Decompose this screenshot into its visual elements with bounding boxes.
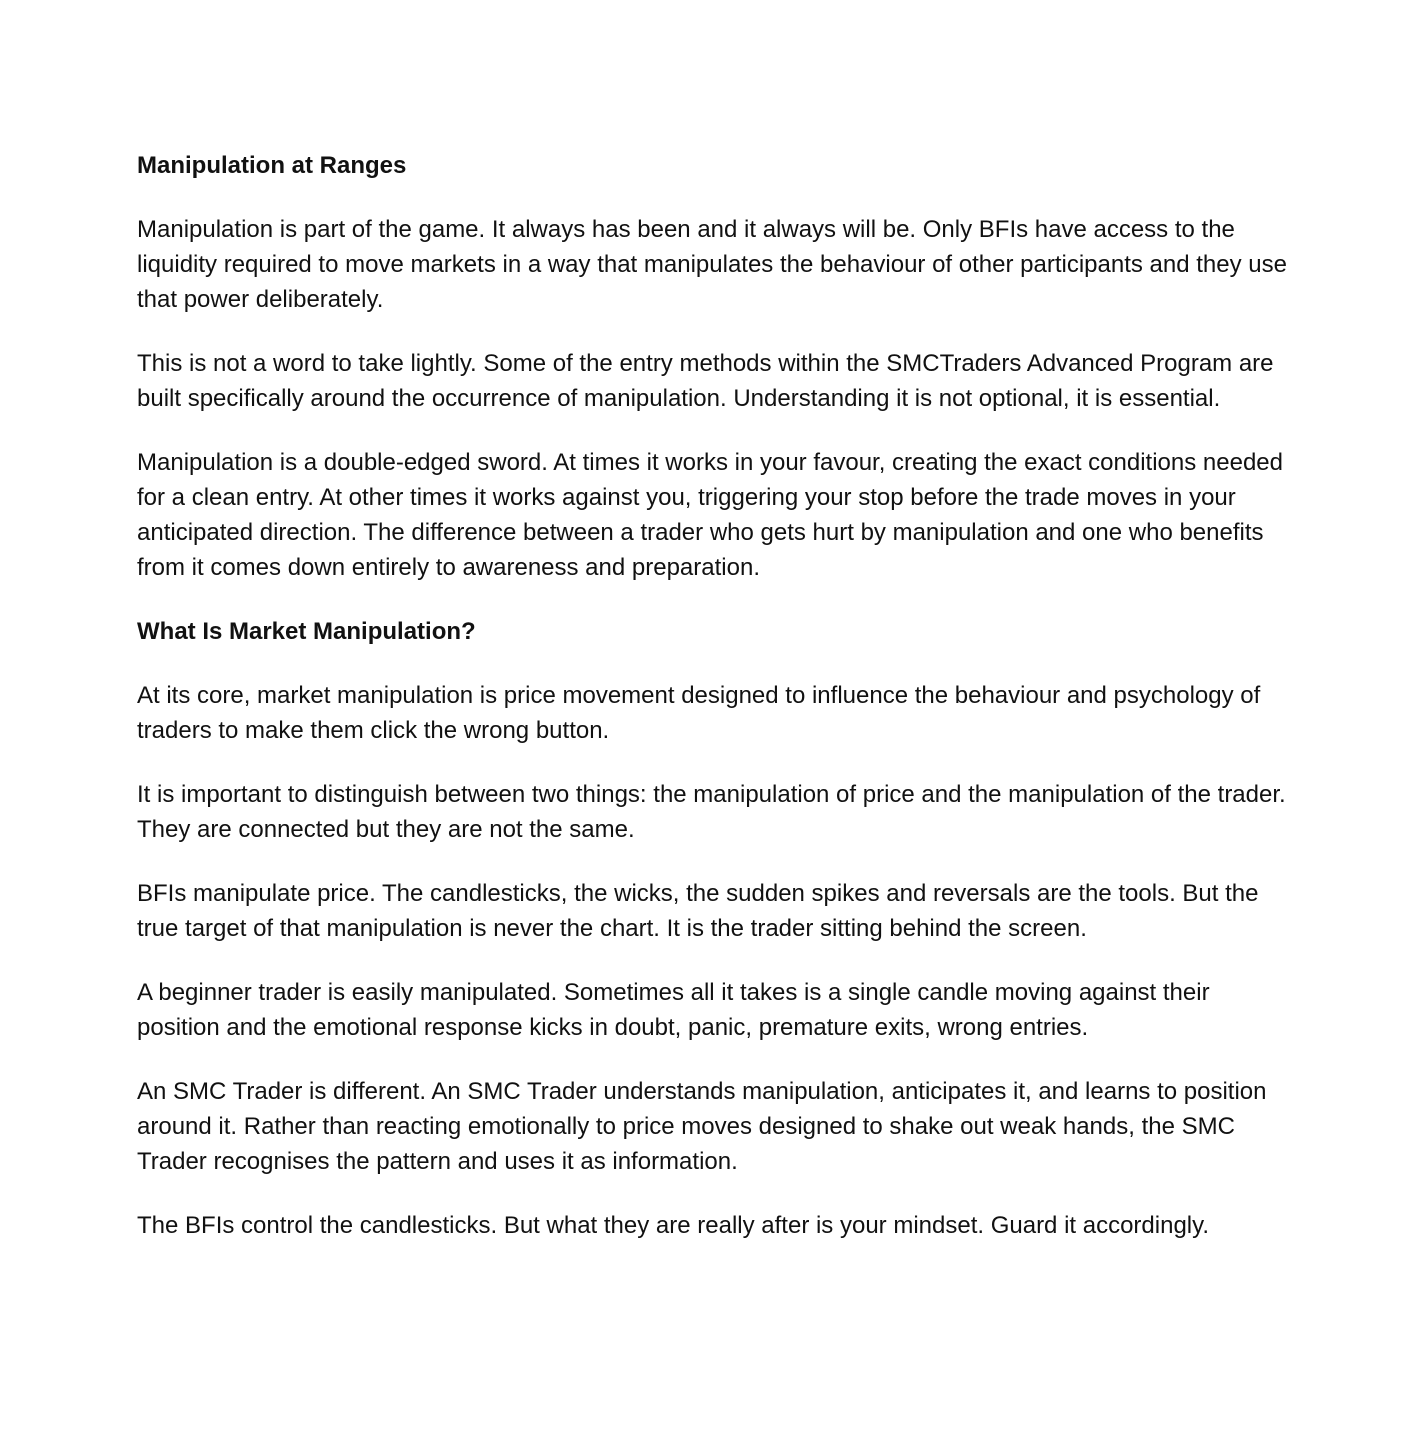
paragraph-manipulation-part-of-game: Manipulation is part of the game. It always has been and it always will be. Only BFIs have access to the liquidity required to move markets in a way that manipulates the behaviour of other participants and they use that power deliberately.	[137, 216, 1287, 313]
paragraph-distinguish-two-things: It is important to distinguish between two things: the manipulation of price and the manipulation of the trader. They are connected but they are not the same.	[137, 781, 1286, 843]
paragraph-bfis-control-candlesticks: The BFIs control the candlesticks. But what they are really after is your mindset. Guard it accordingly.	[137, 1212, 1210, 1239]
paragraph-smc-trader-different: An SMC Trader is different. An SMC Trader understands manipulation, anticipates it, and learns to position around it. Rather than reacting emotionally to price moves designed to shake out weak hands, the SMC Trader recognises the pattern and uses it as information.	[137, 1078, 1267, 1175]
paragraph-beginner-trader: A beginner trader is easily manipulated. Sometimes all it takes is a single candle moving against their position and the emotional response kicks in doubt, panic, premature exits, wrong entries.	[137, 979, 1210, 1041]
document-page	[137, 148, 1287, 1243]
section-heading-manipulation-at-ranges: Manipulation at Ranges	[137, 152, 407, 179]
paragraph-at-its-core: At its core, market manipulation is price movement designed to influence the behaviour and psychology of traders to make them click the wrong button.	[137, 682, 1261, 744]
paragraph-not-a-word-to-take-lightly: This is not a word to take lightly. Some of the entry methods within the SMCTraders Advanced Program are built specifically around the occurrence of manipulation. Understanding it is not optional, it is essential.	[137, 350, 1274, 412]
section-heading-what-is-market-manipulation: What Is Market Manipulation?	[137, 618, 476, 645]
paragraph-double-edged-sword: Manipulation is a double-edged sword. At times it works in your favour, creating the exact conditions needed for a clean entry. At other times it works against you, triggering your stop before the trade moves in your anticipated direction. The difference between a trader who gets hurt by manipulation and one who benefits from it comes down entirely to awareness and preparation.	[137, 449, 1283, 581]
paragraph-bfis-manipulate-price: BFIs manipulate price. The candlesticks, the wicks, the sudden spikes and reversals are the tools. But the true target of that manipulation is never the chart. It is the trader sitting behind the screen.	[137, 880, 1259, 942]
